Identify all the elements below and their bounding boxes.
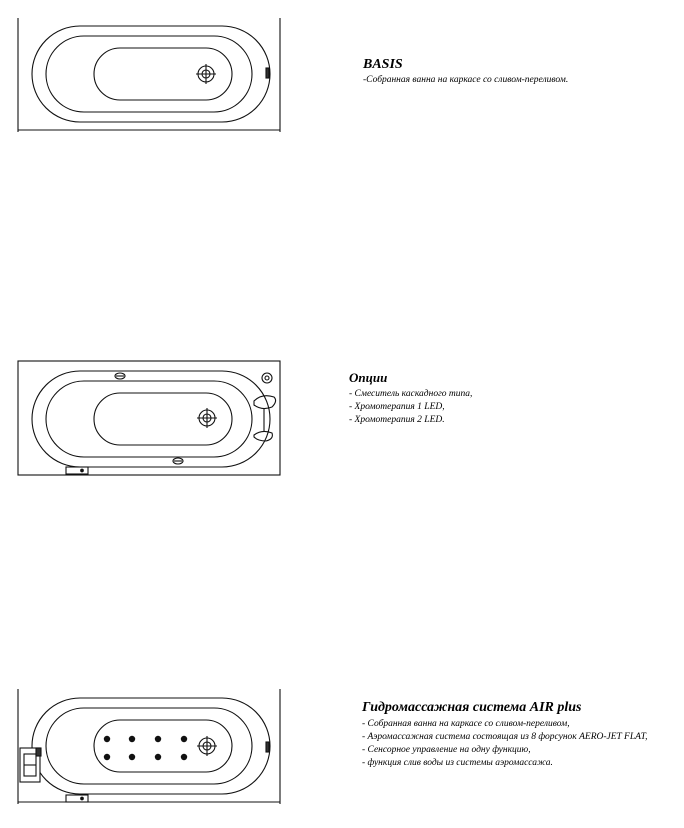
bathtub-air-plus-drawing: [0, 684, 300, 810]
section-air-plus-line-2: - Аэромассажная система состоящая из 8 форсунок AERO-JET FLAT,: [362, 732, 648, 743]
control-dot: [81, 797, 84, 800]
tub-inner-rim: [46, 381, 252, 457]
air-jet-icon: [104, 736, 110, 742]
drain-icon: [196, 64, 216, 84]
air-jet-icon: [129, 736, 135, 742]
section-air-plus-line-4: - функция слив воды из системы аэромассажа.: [362, 758, 553, 769]
air-jet-icon: [155, 736, 161, 742]
section-air-plus-line-3: - Сенсорное управление на одну функцию,: [362, 745, 531, 756]
tub-inner-rim: [46, 708, 252, 784]
tub-inner-rim: [46, 36, 252, 112]
section-options-line-3: - Хромотерапия 2 LED.: [349, 415, 445, 426]
air-jet-icon: [181, 736, 187, 742]
knob-icon: [262, 373, 272, 383]
tub-outer-rim: [32, 698, 270, 794]
air-jet-icon: [155, 754, 161, 760]
section-air-plus-title: Гидромассажная система AIR plus: [362, 700, 582, 715]
section-basis-line-1: -Собранная ванна на каркасе со сливом-переливом.: [363, 75, 569, 86]
section-options-line-1: - Смеситель каскадного типа,: [349, 389, 473, 400]
drain-icon: [197, 736, 217, 756]
overflow-marker: [266, 68, 269, 78]
bathtub-options-drawing: [0, 357, 300, 482]
led-light-icon: [115, 373, 125, 379]
section-air-plus: [362, 700, 648, 770]
air-jet-icon: [104, 754, 110, 760]
section-options: [349, 371, 472, 427]
section-basis: [363, 57, 568, 87]
control-panel: [66, 467, 88, 474]
tub-outer-rim: [32, 26, 270, 122]
tub-frame: [18, 361, 280, 475]
led-light-icon: [173, 458, 183, 464]
air-jet-icon: [181, 754, 187, 760]
section-options-title: Опции: [349, 370, 388, 385]
air-pump-unit: [20, 748, 41, 782]
air-jet-icon: [129, 754, 135, 760]
faucet-icon: [254, 396, 276, 441]
control-panel: [66, 795, 88, 802]
overflow-marker: [266, 742, 269, 752]
section-basis-title: BASIS: [363, 57, 403, 72]
drain-icon: [197, 408, 217, 428]
bathtub-basis-drawing: [0, 8, 300, 138]
tub-outer-rim: [32, 371, 270, 467]
control-dot: [81, 469, 84, 472]
section-options-line-2: - Хромотерапия 1 LED,: [349, 402, 445, 413]
section-air-plus-line-1: - Собранная ванна на каркасе со сливом-переливом,: [362, 719, 570, 730]
